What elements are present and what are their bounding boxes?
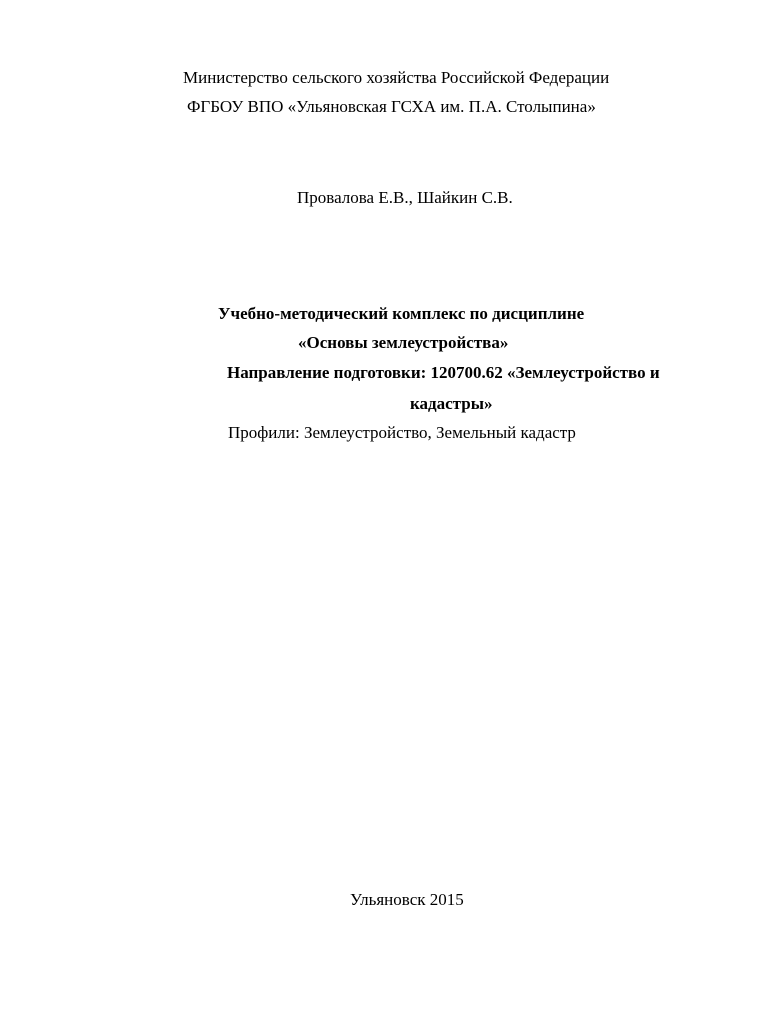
discipline-title: «Основы землеустройства» [298,333,509,352]
umk-heading: Учебно-методический комплекс по дисциплине [218,304,585,323]
direction-line-1: Направление подготовки: 120700.62 «Землеустройство и [227,363,660,382]
profiles: Профили: Землеустройство, Земельный кадастр [228,423,576,442]
direction-line-2: кадастры» [410,394,493,413]
institution-name: ФГБОУ ВПО «Ульяновская ГСХА им. П.А. Столыпина» [187,97,596,116]
authors: Провалова Е.В., Шайкин С.В. [297,188,513,207]
city-year: Ульяновск 2015 [350,890,464,909]
ministry-name: Министерство сельского хозяйства Российской Федерации [183,68,610,87]
